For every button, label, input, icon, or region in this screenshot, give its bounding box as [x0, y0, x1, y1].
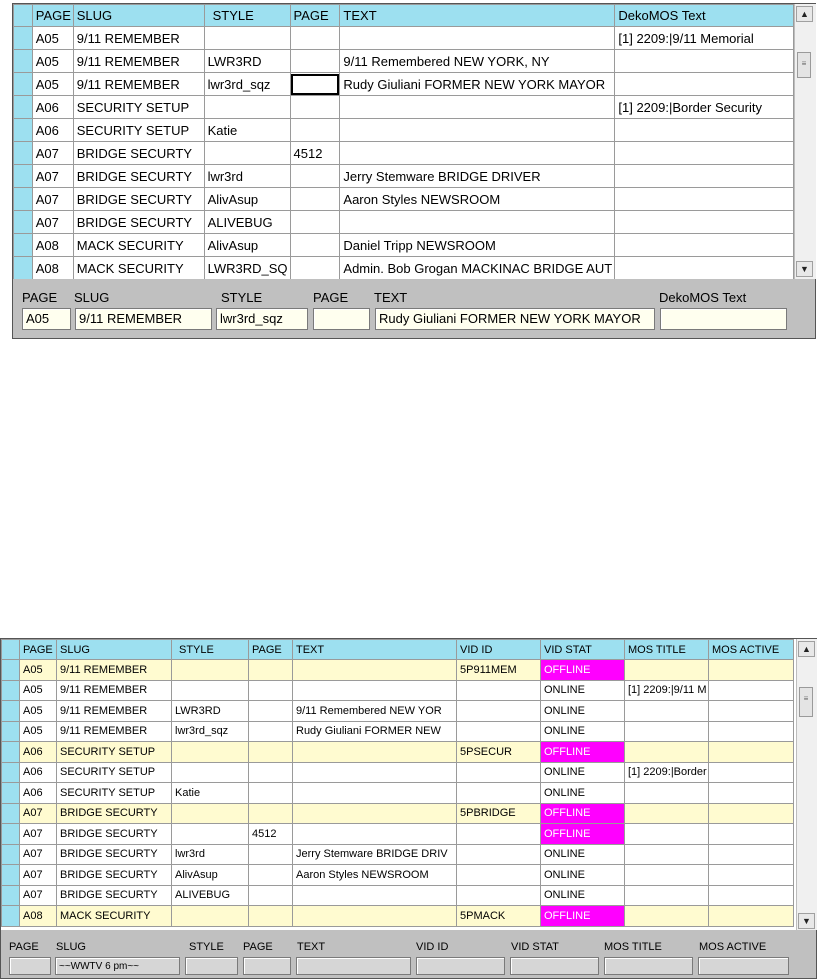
cell-style[interactable]: lwr3rd_sqz — [204, 73, 290, 96]
table-row[interactable] — [2, 762, 794, 783]
cell-dekomos-text[interactable] — [615, 211, 794, 234]
table-row[interactable] — [2, 742, 794, 763]
cell-slug[interactable]: BRIDGE SECURTY — [73, 165, 204, 188]
form-label-text: TEXT — [297, 941, 326, 953]
cell-page-2[interactable] — [249, 680, 293, 701]
cell-page-2[interactable] — [290, 50, 340, 73]
column-header-vid-id[interactable]: VID ID — [457, 640, 541, 660]
cell-style[interactable] — [172, 680, 249, 701]
cell-slug[interactable]: BRIDGE SECURTY — [73, 211, 204, 234]
table-row[interactable] — [14, 50, 794, 73]
cell-text[interactable] — [293, 742, 457, 763]
cell-text[interactable] — [293, 906, 457, 927]
cell-vid-id[interactable]: 5P911MEM — [457, 660, 541, 681]
cell-page-2[interactable]: 4512 — [249, 824, 293, 845]
cell-style[interactable]: lwr3rd_sqz — [172, 721, 249, 742]
text-field[interactable]: Rudy Giuliani FORMER NEW YORK MAYOR — [375, 308, 655, 330]
form-label-text: TEXT — [374, 290, 408, 305]
cell-page-2[interactable] — [290, 27, 340, 50]
cell-page[interactable]: A07 — [32, 211, 73, 234]
scroll-down-arrow-icon[interactable]: ▼ — [798, 913, 815, 929]
cell-page[interactable]: A05 — [20, 680, 57, 701]
cell-text[interactable]: Aaron Styles NEWSROOM — [340, 188, 615, 211]
cell-slug[interactable]: 9/11 REMEMBER — [57, 680, 172, 701]
cell-dekomos-text[interactable] — [615, 165, 794, 188]
cell-page-2[interactable] — [290, 73, 340, 96]
cell-page[interactable]: A05 — [32, 50, 73, 73]
row-selector[interactable] — [2, 680, 20, 701]
form-label-slug: SLUG — [74, 290, 110, 305]
cell-page[interactable]: A08 — [32, 257, 73, 280]
cell-slug[interactable]: BRIDGE SECURTY — [57, 885, 172, 906]
column-header-slug[interactable]: SLUG — [57, 640, 172, 660]
cell-page-2[interactable] — [290, 257, 340, 280]
cell-mos-title[interactable] — [625, 844, 709, 865]
cell-style[interactable] — [204, 27, 290, 50]
row-selector[interactable] — [14, 257, 33, 280]
column-header-vid-stat[interactable]: VID STAT — [541, 640, 625, 660]
cell-dekomos-text[interactable]: [1] 2209:|Border Security — [615, 96, 794, 119]
column-header-mos-title[interactable]: MOS TITLE — [625, 640, 709, 660]
vid-stat-field[interactable] — [510, 957, 599, 975]
cell-text[interactable] — [340, 211, 615, 234]
cell-text[interactable]: Admin. Bob Grogan MACKINAC BRIDGE AUT — [340, 257, 615, 280]
row-selector[interactable] — [14, 165, 33, 188]
row-selector[interactable] — [14, 96, 33, 119]
table-row[interactable] — [2, 783, 794, 804]
form-label-mos-title: MOS TITLE — [604, 941, 662, 953]
cell-mos-active[interactable] — [709, 844, 794, 865]
row-selector[interactable] — [2, 824, 20, 845]
cell-vid-id[interactable] — [457, 885, 541, 906]
vid-id-field[interactable] — [416, 957, 505, 975]
rundown-video-table — [1, 639, 794, 927]
cell-page[interactable]: A06 — [20, 742, 57, 763]
row-selector[interactable] — [2, 803, 20, 824]
scroll-thumb[interactable]: ≡ — [799, 687, 813, 717]
cell-page-2[interactable] — [249, 660, 293, 681]
mos-active-field[interactable] — [698, 957, 789, 975]
cell-mos-active[interactable] — [709, 660, 794, 681]
cell-mos-active[interactable] — [709, 824, 794, 845]
cell-page[interactable]: A08 — [20, 906, 57, 927]
grid-table-area — [13, 4, 794, 279]
form-label-page-2: PAGE — [313, 290, 349, 305]
cell-slug[interactable]: 9/11 REMEMBER — [73, 50, 204, 73]
cell-page[interactable]: A07 — [20, 844, 57, 865]
cell-page[interactable]: A07 — [32, 165, 73, 188]
cell-dekomos-text[interactable] — [615, 188, 794, 211]
table-row[interactable] — [14, 257, 794, 280]
cell-style[interactable]: LWR3RD — [204, 50, 290, 73]
form-label-vid-stat: VID STAT — [511, 941, 559, 953]
cell-mos-active[interactable] — [709, 762, 794, 783]
cell-vid-id[interactable] — [457, 762, 541, 783]
table-row[interactable] — [2, 906, 794, 927]
scroll-up-arrow-icon[interactable]: ▲ — [798, 641, 815, 657]
cell-page-2[interactable] — [290, 165, 340, 188]
cell-vid-id[interactable] — [457, 680, 541, 701]
header-row — [14, 5, 794, 27]
cell-slug[interactable]: BRIDGE SECURTY — [57, 803, 172, 824]
cell-vid-stat[interactable]: ONLINE — [541, 701, 625, 722]
scroll-up-arrow-icon[interactable]: ▲ — [796, 6, 813, 22]
cell-style[interactable] — [204, 96, 290, 119]
vertical-scrollbar[interactable] — [794, 4, 816, 279]
cell-mos-title[interactable]: [1] 2209:|9/11 M — [625, 680, 709, 701]
row-selector[interactable] — [14, 211, 33, 234]
cell-dekomos-text[interactable] — [615, 73, 794, 96]
cell-text[interactable] — [340, 142, 615, 165]
cell-mos-title[interactable] — [625, 701, 709, 722]
cell-vid-stat[interactable]: OFFLINE — [541, 742, 625, 763]
cell-text[interactable] — [293, 783, 457, 804]
cell-text[interactable] — [293, 680, 457, 701]
cell-mos-active[interactable] — [709, 680, 794, 701]
cell-page-2[interactable]: 4512 — [290, 142, 340, 165]
cell-slug[interactable]: SECURITY SETUP — [57, 742, 172, 763]
vertical-scrollbar[interactable] — [796, 639, 817, 930]
cell-vid-id[interactable] — [457, 865, 541, 886]
cell-dekomos-text[interactable] — [615, 50, 794, 73]
cell-page[interactable]: A07 — [20, 885, 57, 906]
cell-page-2[interactable] — [249, 885, 293, 906]
rundown-grid-top — [12, 3, 816, 339]
scroll-thumb[interactable]: ≡ — [797, 52, 811, 78]
form-label-dekomos-text: DekoMOS Text — [659, 290, 747, 305]
cell-mos-active[interactable] — [709, 742, 794, 763]
cell-text[interactable]: 9/11 Remembered NEW YOR — [293, 701, 457, 722]
column-header-text[interactable]: TEXT — [293, 640, 457, 660]
table-row[interactable] — [2, 701, 794, 722]
cell-text[interactable] — [293, 803, 457, 824]
column-header-style[interactable]: STYLE — [172, 640, 249, 660]
cell-text[interactable]: Jerry Stemware BRIDGE DRIVER — [340, 165, 615, 188]
cell-slug[interactable]: 9/11 REMEMBER — [57, 721, 172, 742]
row-selector[interactable] — [2, 885, 20, 906]
cell-page[interactable]: A05 — [32, 27, 73, 50]
cell-mos-title[interactable] — [625, 803, 709, 824]
table-row[interactable] — [2, 885, 794, 906]
cell-vid-stat[interactable]: OFFLINE — [541, 906, 625, 927]
rundown-table — [13, 4, 794, 279]
table-row[interactable] — [14, 211, 794, 234]
row-selector[interactable] — [14, 119, 33, 142]
table-row[interactable] — [14, 119, 794, 142]
row-selector[interactable] — [14, 27, 33, 50]
table-row[interactable] — [2, 660, 794, 681]
form-label-vid-id: VID ID — [416, 941, 449, 953]
cell-vid-stat[interactable]: ONLINE — [541, 762, 625, 783]
cell-style[interactable]: LWR3RD_SQ — [204, 257, 290, 280]
cell-slug[interactable]: 9/11 REMEMBER — [73, 73, 204, 96]
cell-text[interactable] — [340, 96, 615, 119]
cell-style[interactable]: Katie — [204, 119, 290, 142]
cell-style[interactable]: Katie — [172, 783, 249, 804]
table-row[interactable] — [14, 27, 794, 50]
cell-mos-active[interactable] — [709, 701, 794, 722]
cell-slug[interactable]: MACK SECURITY — [57, 906, 172, 927]
cell-vid-stat[interactable]: OFFLINE — [541, 660, 625, 681]
column-header-style[interactable]: STYLE — [204, 5, 290, 27]
cell-page-2[interactable] — [249, 803, 293, 824]
cell-mos-active[interactable] — [709, 885, 794, 906]
cell-page-2[interactable] — [249, 865, 293, 886]
cell-page[interactable]: A05 — [32, 73, 73, 96]
cell-page[interactable]: A07 — [20, 865, 57, 886]
table-row[interactable] — [14, 142, 794, 165]
cell-page[interactable]: A08 — [32, 234, 73, 257]
table-row[interactable] — [2, 844, 794, 865]
cell-vid-stat[interactable]: ONLINE — [541, 783, 625, 804]
cell-vid-id[interactable] — [457, 824, 541, 845]
form-label-page: PAGE — [9, 941, 39, 953]
row-selector-header[interactable] — [2, 640, 20, 660]
cell-text[interactable] — [293, 762, 457, 783]
slug-field[interactable]: 9/11 REMEMBER — [75, 308, 212, 330]
cell-mos-active[interactable] — [709, 865, 794, 886]
cell-mos-title[interactable] — [625, 824, 709, 845]
cell-page-2[interactable] — [290, 188, 340, 211]
cell-text[interactable]: Jerry Stemware BRIDGE DRIV — [293, 844, 457, 865]
cell-mos-active[interactable] — [709, 906, 794, 927]
row-selector[interactable] — [14, 142, 33, 165]
cell-page[interactable]: A05 — [20, 721, 57, 742]
table-row[interactable] — [2, 865, 794, 886]
cell-page[interactable]: A07 — [20, 803, 57, 824]
row-selector[interactable] — [2, 783, 20, 804]
cell-slug[interactable]: BRIDGE SECURTY — [57, 824, 172, 845]
column-header-page[interactable]: PAGE — [20, 640, 57, 660]
cell-mos-active[interactable] — [709, 803, 794, 824]
cell-page-2[interactable] — [249, 783, 293, 804]
cell-style[interactable] — [172, 742, 249, 763]
cell-mos-title[interactable] — [625, 742, 709, 763]
slug-field[interactable]: ~~WWTV 6 pm~~ — [55, 957, 180, 975]
scroll-down-arrow-icon[interactable]: ▼ — [796, 261, 813, 277]
cell-vid-stat[interactable]: ONLINE — [541, 680, 625, 701]
cell-page[interactable]: A05 — [20, 701, 57, 722]
table-row[interactable] — [14, 188, 794, 211]
cell-page-2[interactable] — [290, 234, 340, 257]
cell-dekomos-text[interactable] — [615, 119, 794, 142]
cell-style[interactable] — [172, 803, 249, 824]
cell-style[interactable]: ALIVEBUG — [204, 211, 290, 234]
cell-mos-title[interactable] — [625, 721, 709, 742]
table-row[interactable] — [2, 721, 794, 742]
cell-page-2[interactable] — [290, 96, 340, 119]
row-selector[interactable] — [2, 660, 20, 681]
cell-slug[interactable]: MACK SECURITY — [73, 257, 204, 280]
cell-style[interactable]: AlivAsup — [172, 865, 249, 886]
table-row[interactable] — [14, 234, 794, 257]
cell-text[interactable] — [340, 119, 615, 142]
text-field[interactable] — [296, 957, 411, 975]
rundown-grid-bottom — [0, 638, 817, 979]
cell-style[interactable]: lwr3rd — [204, 165, 290, 188]
cell-mos-title[interactable]: [1] 2209:|Border — [625, 762, 709, 783]
cell-vid-stat[interactable]: ONLINE — [541, 885, 625, 906]
cell-page[interactable]: A06 — [20, 783, 57, 804]
cell-style[interactable] — [172, 762, 249, 783]
cell-text[interactable] — [340, 27, 615, 50]
header-row — [2, 640, 794, 660]
cell-style[interactable]: ALIVEBUG — [172, 885, 249, 906]
row-selector[interactable] — [2, 865, 20, 886]
table-row[interactable] — [14, 96, 794, 119]
cell-page-2[interactable] — [290, 211, 340, 234]
cell-text[interactable]: Rudy Giuliani FORMER NEW YORK MAYOR — [340, 73, 615, 96]
cell-mos-title[interactable] — [625, 783, 709, 804]
page-field[interactable]: A05 — [22, 308, 71, 330]
dekomos-text-field[interactable] — [660, 308, 787, 330]
cell-text[interactable]: 9/11 Remembered NEW YORK, NY — [340, 50, 615, 73]
cell-vid-stat[interactable]: OFFLINE — [541, 824, 625, 845]
form-label-page: PAGE — [22, 290, 58, 305]
style-field[interactable]: lwr3rd_sqz — [216, 308, 308, 330]
cell-vid-id[interactable] — [457, 844, 541, 865]
cell-style[interactable]: LWR3RD — [172, 701, 249, 722]
cell-vid-id[interactable] — [457, 783, 541, 804]
cell-style[interactable] — [172, 906, 249, 927]
column-header-mos-active[interactable]: MOS ACTIVE — [709, 640, 794, 660]
form-label-slug: SLUG — [56, 941, 86, 953]
cell-mos-title[interactable] — [625, 660, 709, 681]
cell-vid-id[interactable]: 5PBRIDGE — [457, 803, 541, 824]
form-label-style: STYLE — [221, 290, 263, 305]
cell-text[interactable] — [293, 885, 457, 906]
cell-style[interactable]: lwr3rd — [172, 844, 249, 865]
page-field[interactable] — [9, 957, 51, 975]
row-selector[interactable] — [14, 73, 33, 96]
form-label-style: STYLE — [189, 941, 224, 953]
cell-page-2[interactable] — [290, 119, 340, 142]
cell-slug[interactable]: 9/11 REMEMBER — [57, 660, 172, 681]
cell-dekomos-text[interactable] — [615, 142, 794, 165]
cell-vid-id[interactable]: 5PSECUR — [457, 742, 541, 763]
cell-mos-title[interactable] — [625, 885, 709, 906]
cell-slug[interactable]: MACK SECURITY — [73, 234, 204, 257]
row-selector[interactable] — [2, 721, 20, 742]
cell-page[interactable]: A07 — [20, 824, 57, 845]
row-selector[interactable] — [2, 742, 20, 763]
grid-table-area — [1, 639, 796, 930]
cell-page-2[interactable] — [249, 906, 293, 927]
cell-slug[interactable]: BRIDGE SECURTY — [57, 865, 172, 886]
cell-page-2[interactable] — [249, 742, 293, 763]
cell-style[interactable]: AlivAsup — [204, 188, 290, 211]
table-row[interactable] — [2, 824, 794, 845]
column-header-slug[interactable]: SLUG — [73, 5, 204, 27]
cell-vid-stat[interactable]: ONLINE — [541, 865, 625, 886]
table-row[interactable] — [2, 680, 794, 701]
cell-text[interactable]: Daniel Tripp NEWSROOM — [340, 234, 615, 257]
row-selector[interactable] — [14, 234, 33, 257]
cell-slug[interactable]: BRIDGE SECURTY — [73, 188, 204, 211]
cell-slug[interactable]: SECURITY SETUP — [73, 119, 204, 142]
column-header-page-2[interactable]: PAGE — [290, 5, 340, 27]
cell-text[interactable]: Aaron Styles NEWSROOM — [293, 865, 457, 886]
cell-text[interactable] — [293, 660, 457, 681]
cell-page[interactable]: A07 — [32, 142, 73, 165]
row-selector-header[interactable] — [14, 5, 33, 27]
cell-page-2[interactable] — [249, 701, 293, 722]
cell-page-2[interactable] — [249, 721, 293, 742]
row-selector[interactable] — [2, 844, 20, 865]
cell-slug[interactable]: 9/11 REMEMBER — [73, 27, 204, 50]
mos-title-field[interactable] — [604, 957, 693, 975]
column-header-page[interactable]: PAGE — [32, 5, 73, 27]
cell-mos-active[interactable] — [709, 783, 794, 804]
cell-slug[interactable]: BRIDGE SECURTY — [57, 844, 172, 865]
cell-slug[interactable]: BRIDGE SECURTY — [73, 142, 204, 165]
row-selector[interactable] — [2, 701, 20, 722]
cell-slug[interactable]: 9/11 REMEMBER — [57, 701, 172, 722]
cell-vid-id[interactable] — [457, 721, 541, 742]
cell-vid-id[interactable]: 5PMACK — [457, 906, 541, 927]
cell-dekomos-text[interactable] — [615, 257, 794, 280]
page-2-field[interactable] — [243, 957, 291, 975]
style-field[interactable] — [185, 957, 238, 975]
form-label-mos-active: MOS ACTIVE — [699, 941, 767, 953]
cell-page[interactable]: A06 — [32, 119, 73, 142]
cell-vid-stat[interactable]: OFFLINE — [541, 803, 625, 824]
cell-mos-title[interactable] — [625, 865, 709, 886]
form-label-page-2: PAGE — [243, 941, 273, 953]
cell-text[interactable] — [293, 824, 457, 845]
cell-style[interactable] — [172, 660, 249, 681]
table-row[interactable] — [2, 803, 794, 824]
cell-page-2[interactable] — [249, 844, 293, 865]
row-selector[interactable] — [2, 762, 20, 783]
cell-vid-stat[interactable]: ONLINE — [541, 721, 625, 742]
cell-mos-title[interactable] — [625, 906, 709, 927]
cell-dekomos-text[interactable]: [1] 2209:|9/11 Memorial — [615, 27, 794, 50]
cell-text[interactable]: Rudy Giuliani FORMER NEW — [293, 721, 457, 742]
cell-slug[interactable]: SECURITY SETUP — [73, 96, 204, 119]
cell-vid-stat[interactable]: ONLINE — [541, 844, 625, 865]
cell-mos-active[interactable] — [709, 721, 794, 742]
column-header-dekomos-text[interactable]: DekoMOS Text — [615, 5, 794, 27]
cell-style[interactable] — [172, 824, 249, 845]
cell-page-2[interactable] — [249, 762, 293, 783]
column-header-page-2[interactable]: PAGE — [249, 640, 293, 660]
cell-page[interactable]: A06 — [32, 96, 73, 119]
cell-style[interactable]: AlivAsup — [204, 234, 290, 257]
cell-style[interactable] — [204, 142, 290, 165]
table-row[interactable] — [14, 73, 794, 96]
table-row[interactable] — [14, 165, 794, 188]
cell-slug[interactable]: SECURITY SETUP — [57, 783, 172, 804]
cell-dekomos-text[interactable] — [615, 234, 794, 257]
cell-vid-id[interactable] — [457, 701, 541, 722]
cell-page[interactable]: A06 — [20, 762, 57, 783]
cell-page[interactable]: A05 — [20, 660, 57, 681]
cell-page[interactable]: A07 — [32, 188, 73, 211]
cell-slug[interactable]: SECURITY SETUP — [57, 762, 172, 783]
row-selector[interactable] — [2, 906, 20, 927]
row-selector[interactable] — [14, 50, 33, 73]
page-2-field[interactable] — [313, 308, 370, 330]
column-header-text[interactable]: TEXT — [340, 5, 615, 27]
row-selector[interactable] — [14, 188, 33, 211]
